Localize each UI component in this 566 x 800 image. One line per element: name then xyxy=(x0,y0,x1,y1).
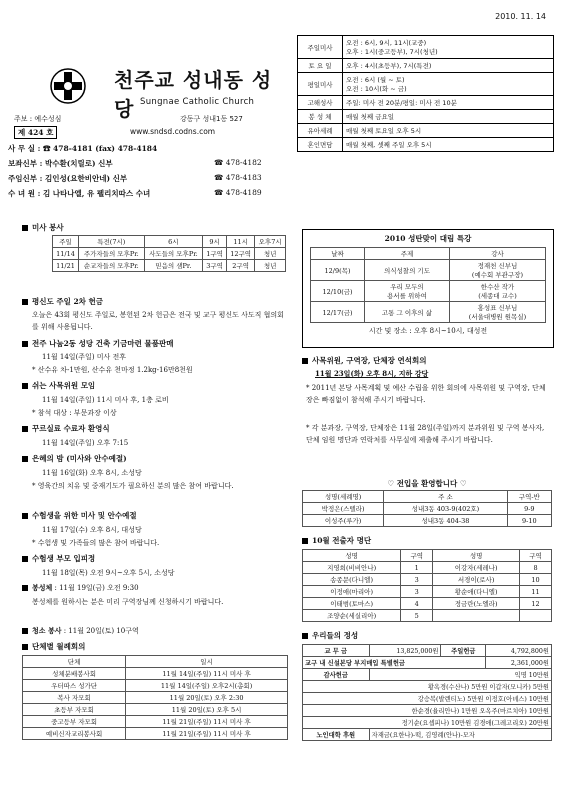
section-cursillo: 꾸르실료 수료자 환영식 xyxy=(22,423,110,434)
transfer-out-table: 성명 구역 성명 구역 지영희(비비안나) 1 이강자(세레나) 8 송종문(다니엘) 3 서경이(로사) 10 이정애(마리아) 3 황순애(다니엘) 11 이태범(토마스) 4 정금란(노엘라) 12 조양순(세실리아) 5 xyxy=(302,549,552,622)
joint-meeting-note-1: * 2011년 본당 사목계획 및 예산 수립을 위한 회의에 사목위원 및 구역장, 단체장은 빠짐없이 참석해 주시기 바랍니다. xyxy=(306,384,546,404)
contact-pastor: 주임신부 : 김인성(요한비안네) 신부 ☎ 478-4183 xyxy=(8,173,262,183)
group-meeting-table: 단체 일시 성체분배봉사회 11월 14일(주일) 11시 미사 후 우터따스 성가단 11월 14일(주일) 오후2시(총회) 복사 자모회 11월 20일(토) 오후 2:30 초등부 자모회 11월 20일(토) 오후 5시 중고등부 자모회 11월 21일(주일) 11시 미사 후 예비신자교리봉사회 11월 21일(주일) 11시 미사 후 xyxy=(22,655,288,740)
section-nanum-sale: 전주 나눔2동 성당 건축 기금마련 물품판매 xyxy=(22,338,173,349)
nanum-time: 11월 14일(주일) 미사 전후 xyxy=(42,353,127,361)
welcome-title: ♡ 전입을 환영합니다 ♡ xyxy=(387,479,467,488)
holy-communion-note: 봉성체를 원하시는 분은 미리 구역장님께 신청하시기 바랍니다. xyxy=(32,598,224,606)
section-transfer-out: 10월 전출자 명단 xyxy=(302,535,371,546)
advent-lecture-box xyxy=(302,229,554,348)
church-english-name: Sungnae Catholic Church xyxy=(140,97,255,107)
resting-members-time: 11월 14일(주일) 11시 미사 후, 1층 로비 xyxy=(42,396,169,404)
advent-lecture-table: 날짜 주제 강사 12/9(목) 의식성찰의 기도 정재천 신부님 (예수회 부관구장) 12/10(금) 우리 모두의 용서를 위하여 한수산 작가 (세종대 교수) 12/17(금) 고통 그 이후의 삶 홍성표 신부님 (서울대병원 원목실) xyxy=(310,247,546,323)
section-laity-sunday: 평신도 주일 2차 헌금 xyxy=(22,296,103,307)
welcome-table: 성명(세례명) 주 소 구역-반 박정은(스텔라) 성내3동 403-9(402호) 9-9 이성주(루가) 성내3동 404-38 9-10 xyxy=(302,490,552,527)
exam-mass-time: 11월 17일(수) 오후 8시, 대성당 xyxy=(42,526,142,534)
section-resting-members: 쉬는 사목위원 모임 xyxy=(22,380,95,391)
offerings-table: 교 무 금 13,825,000원 주일헌금 4,792,800원 교구 내 신설본당 부지매입 특별헌금 2,361,000원 감사헌금 익명 10만원 황옥경(수산나) 5만원 이갑자(모니카) 5만원 강승복(발렌티노) 5만원 이정호(아녜스) 10만원 한순경(율리안나) 1만원 오옥주(마르치아) 10만원 정기순(요셉피나) 10만원 김경애(그레고리오) 20만원 노인대학 후원 자재금(요한나)-떡, 김영례(안나)-모자 xyxy=(302,644,552,741)
nanum-items: * 산수유 차-1만원, 산수유 천마정 1.2kg-16만8천원 xyxy=(32,366,193,374)
masthead xyxy=(12,40,292,192)
joint-meeting-note-2: * 각 분과장, 구역장, 단체장은 11월 28일(주일)까지 분과위원 및 구역 봉사자, 단체 임원 명단과 연락처를 사무실에 제출해 주시기 바랍니다. xyxy=(306,424,545,444)
resting-members-target: * 참석 대상 : 부문과장 이상 xyxy=(32,409,117,417)
contact-office: 사 무 실 : ☎ 478-4181 (fax) 478-4184 xyxy=(8,144,158,153)
page-title: 천주교 성내동 성당 xyxy=(114,68,273,121)
contact-assistant-priest: 보좌신부 : 박수환(치릴로) 신부 ☎ 478-4182 xyxy=(8,158,262,168)
section-grace-night: 은혜의 밤 (미사와 안수예절) xyxy=(22,453,127,464)
section-group-meetings: 단체별 월례회의 xyxy=(22,641,85,652)
section-holy-communion: 봉성체 : 11월 19일(금) 오전 9:30 xyxy=(22,582,139,594)
website-link[interactable]: www.sndsd.codns.com xyxy=(130,127,216,136)
church-cross-logo xyxy=(50,68,86,104)
laity-sunday-text: 오늘은 43회 평신도 주일로, 봉헌된 2차 헌금은 전국 및 교구 평신도 사도직 협의회를 위해 사용됩니다. xyxy=(32,311,284,331)
grace-night-time: 11월 16일(화) 오후 8시, 소성당 xyxy=(42,469,142,477)
issue-number: 제 424 호 xyxy=(14,126,57,139)
section-exam-mass: 수험생을 위한 미사 및 안수예절 xyxy=(22,510,137,521)
church-address: 강동구 성내1동 527 xyxy=(180,115,243,123)
advent-lecture-title: 2010 성탄맞이 대림 특강 xyxy=(384,234,472,243)
mass-schedule-table: 주일미사 오전 : 6시, 9시, 11시(교중) 오후 : 1시(중고등부), 7시(청년) 토 요 일 오후 : 4시(초등부), 7시(특전) 평일미사 오전 : 6시 (월 ~ 토) 오전 : 10시(화 ~ 금) 고해성사 주일: 미사 전 20분/평일: 미사 전 10분 봉 성 체 매월 첫째 금요일 유아세례 매월 첫째 토요일 오후 5시 혼인면담 매월 첫째, 셋째 주일 오후 5시 xyxy=(297,35,554,152)
mass-service-table: 주일 특전(7시) 6시 9시 11시 오후7시 11/14 주가자들의 모후Pr. 사도들의 모후Pr. 1구역 12구역 청년 11/21 순교자들의 모후Pr. 믿음의 샘Pr. 3구역 2구역 청년 xyxy=(52,235,286,272)
contact-convent: 수 녀 원 : 김 나타나엘, 유 펠리치따스 수녀 ☎ 478-4189 xyxy=(8,188,262,198)
grace-night-note: * 영육간의 치유 및 중재기도가 필요하신 분의 많은 참여 바랍니다. xyxy=(32,482,234,490)
exam-mass-note: * 수험생 및 가족들의 많은 참여 바랍니다. xyxy=(32,539,160,547)
patron-saint: 주보 : 예수성심 xyxy=(14,115,62,123)
section-exam-parent-retreat: 수험생 부모 입피정 xyxy=(22,553,95,564)
section-cleaning: 청소 봉사 : 11월 20일(토) 10구역 xyxy=(22,625,139,637)
cursillo-time: 11월 14일(주일) 오후 7:15 xyxy=(42,439,129,447)
issue-date: 2010. 11. 14 xyxy=(495,12,546,21)
section-mass: 미사 봉사 xyxy=(22,222,64,233)
section-offerings: 우리들의 정성 xyxy=(302,630,358,641)
section-joint-meeting: 사목위원, 구역장, 단체장 연석회의 xyxy=(302,355,427,366)
joint-meeting-time: 11월 23일(화) 오후 8시, 지하 강당 xyxy=(315,369,429,378)
exam-parent-time: 11월 18일(목) 오전 9시~오후 5시, 소성당 xyxy=(42,569,175,577)
advent-lecture-footer: 시간 및 장소 : 오후 8시~10시, 대성전 xyxy=(368,327,488,335)
